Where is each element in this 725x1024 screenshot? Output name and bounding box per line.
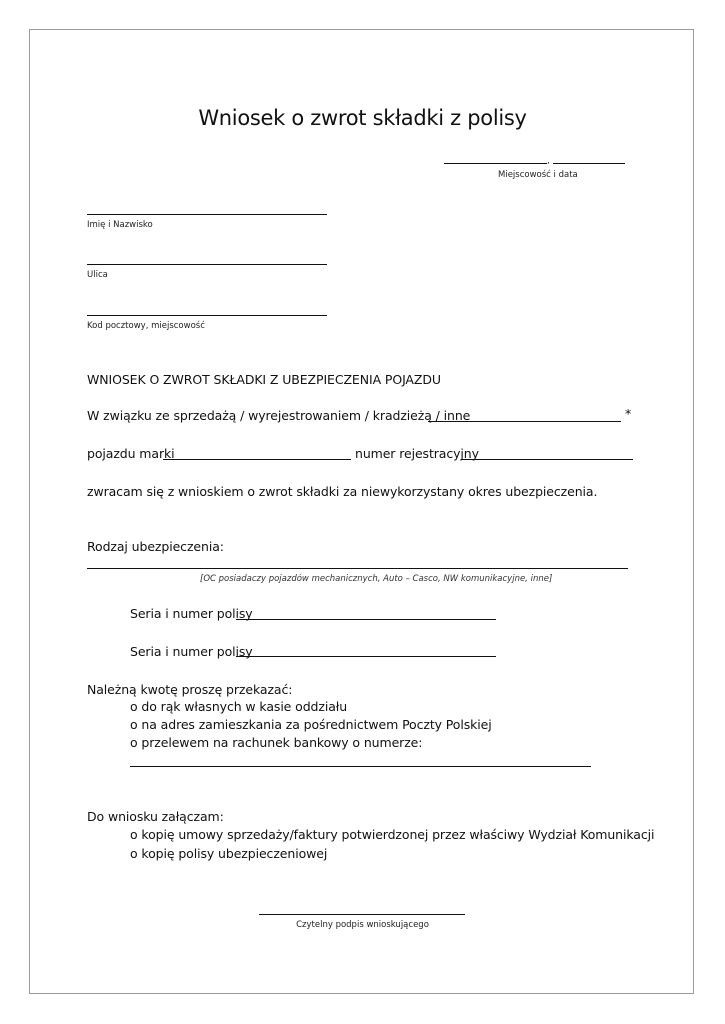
policy-number-field-line-1[interactable]: [236, 619, 496, 620]
street-field-line[interactable]: [87, 264, 327, 265]
signature-field-line[interactable]: [259, 914, 465, 915]
attachments-intro: Do wniosku załączam:: [87, 809, 224, 824]
policy-number-label-1: Seria i numer polisy: [130, 606, 253, 621]
payment-option-transfer[interactable]: o przelewem na rachunek bankowy o numerze:: [130, 735, 423, 750]
signature-label: Czytelny podpis wnioskującego: [296, 920, 429, 930]
document-title: Wniosek o zwrot składki z polisy: [198, 106, 527, 130]
name-field-label: Imię i Nazwisko: [87, 220, 153, 230]
policy-number-field-line-2[interactable]: [236, 656, 496, 657]
place-date-label: Miejscowość i data: [498, 170, 578, 180]
reason-asterisk: *: [625, 406, 632, 421]
vehicle-make-field-line[interactable]: [163, 459, 351, 460]
attachment-item-policy[interactable]: o kopię polisy ubezpieczeniowej: [130, 846, 328, 861]
insurance-type-label: Rodzaj ubezpieczenia:: [87, 539, 224, 554]
name-field-line[interactable]: [87, 214, 327, 215]
attachment-item-contract[interactable]: o kopię umowy sprzedaży/faktury potwierdzonej przez właściwy Wydział Komunikacji: [130, 827, 655, 842]
bank-account-field-line[interactable]: [130, 766, 591, 767]
registration-label: numer rejestracyjny: [355, 446, 479, 461]
street-field-label: Ulica: [87, 270, 108, 280]
policy-number-label-2: Seria i numer polisy: [130, 644, 253, 659]
reason-text: W związku ze sprzedażą / wyrejestrowaniem / kradzieżą / inne: [87, 408, 471, 423]
registration-field-line[interactable]: [461, 459, 633, 460]
reason-field-line[interactable]: [428, 421, 621, 422]
payment-option-cash[interactable]: o do rąk własnych w kasie oddziału: [130, 699, 348, 714]
section-heading: WNIOSEK O ZWROT SKŁADKI Z UBEZPIECZENIA POJAZDU: [87, 372, 441, 387]
insurance-type-hint: [OC posiadaczy pojazdów mechanicznych, Auto – Casco, NW komunikacyjne, inne]: [200, 574, 553, 584]
place-field-line[interactable]: [444, 163, 547, 164]
vehicle-make-label: pojazdu marki: [87, 446, 175, 461]
request-text: zwracam się z wnioskiem o zwrot składki za niewykorzystany okres ubezpieczenia.: [87, 484, 598, 499]
insurance-type-field-line[interactable]: [87, 568, 628, 569]
postal-field-line[interactable]: [87, 315, 327, 316]
date-field-line[interactable]: [553, 163, 625, 164]
payment-intro: Należną kwotę proszę przekazać:: [87, 682, 293, 697]
payment-option-post[interactable]: o na adres zamieszkania za pośrednictwem Poczty Polskiej: [130, 717, 492, 732]
postal-field-label: Kod pocztowy, miejscowość: [87, 321, 205, 331]
document-page: [29, 29, 694, 994]
place-date-separator: ,: [547, 156, 550, 166]
